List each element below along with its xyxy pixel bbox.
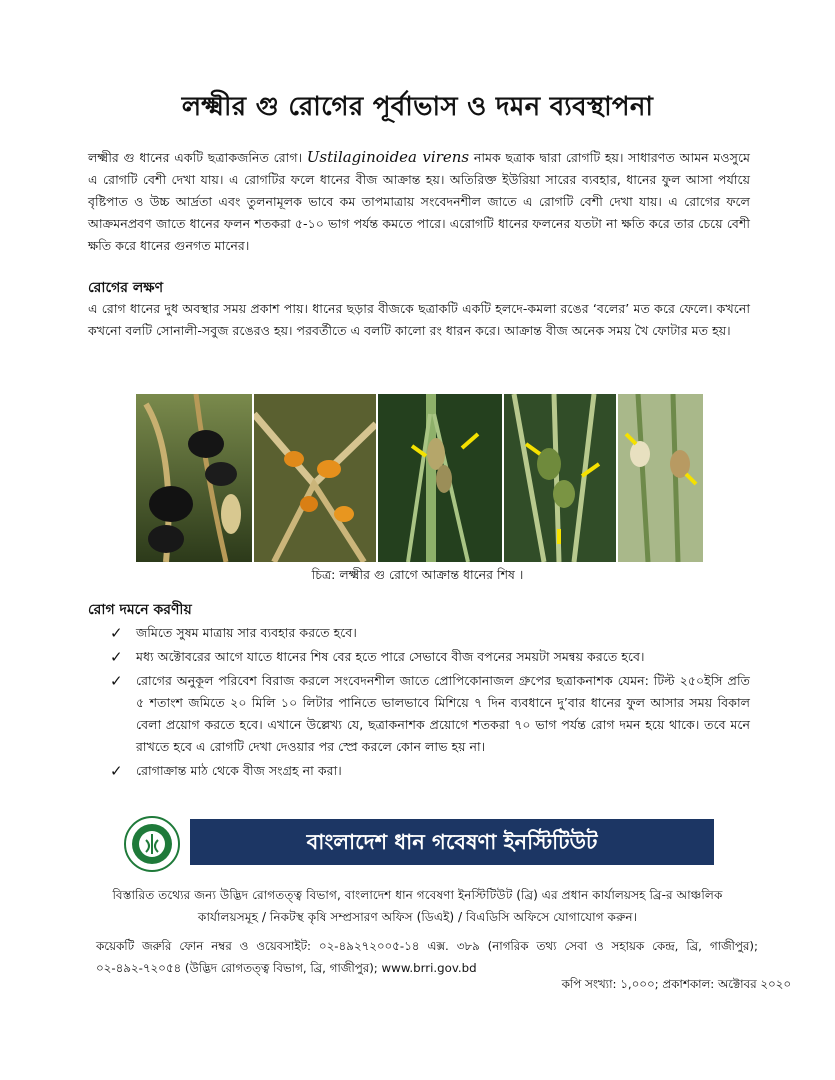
intro-text-rest: নামক ছত্রাক দ্বারা রোগটি হয়। সাধারণত আমন মওসুমে এ রোগটি বেশী দেখা যায়। এ রোগটির ফলে ধানের বীজ আক্রান্ত হয়। অতিরিক্ত ইউরিয়া সারের ব্যবহার, ধানের ফুল আসা পর্যায়ে বৃষ্টিপাত ও উচ্চ আর্দ্রতা এবং তুলনামূলক ভাবে কম তাপমাত্রায় সংবেদনশীল জাতে এ রোগটি বেশী দেখা যায়। এ রোগের ফলে আক্রমনপ্রবণ জাতে ধানের ফলন শতকরা ৫-১০ ভাগ পর্যন্ত কমতে পারে। এরোগটি ধানের ফলনের যতটা না ক্ষতি করে তার চেয়ে বেশী ক্ষতি করে ধানের গুনগত মানের। (88, 150, 751, 253)
symptoms-paragraph: এ রোগ ধানের দুধ অবস্থার সময় প্রকাশ পায়। ধানের ছড়ার বীজকে ছত্রাকটি একটি হলদে-কমলা রঙের ‘বলের’ মত করে ফেলে। কখনো কখনো বলটি সোনালী-সবুজ রঙেরও হয়। পরবর্তীতে এ বলটি কালো রং ধারন করে। আক্রান্ত বীজ অনেক সময় খৈ ফোটার মত হয়। (88, 301, 750, 338)
checkmark-icon: ✓ (110, 648, 123, 666)
contact-info: বিস্তারিত তথ্যের জন্য উদ্ভিদ রোগতত্ত্ব বিভাগ, বাংলাদেশ ধান গবেষণা ইনস্টিটিউট (ব্রি) এর প্রধান কার্যালয়সহ ব্রি-র আঞ্চলিক কার্যালয়সমূহ / নিকটস্থ কৃষি সম্প্রসারণ অফিস (ডিএই) / বিএডিসি অফিসে যোগাযোগ করুন। (112, 888, 723, 924)
symptoms-heading: রোগের লক্ষণ (88, 280, 164, 296)
list-item: ✓ মধ্য অক্টোবরের আগে যাতে ধানের শিষ বের হতে পারে সেভাবে বীজ বপনের সময়টা সমন্বয় করতে হবে। (110, 648, 645, 666)
brri-logo (124, 816, 180, 872)
checkmark-icon: ✓ (110, 624, 123, 642)
control-checklist (110, 622, 750, 784)
photo-early-infection (378, 394, 502, 562)
list-item: ✓ রোগাক্রান্ত মাঠ থেকে বীজ সংগ্রহ না করা। (110, 762, 342, 780)
photo-green-smut (504, 394, 616, 562)
phone-numbers: কয়েকটি জরুরি ফোন নম্বর ও ওয়েবসাইট: ০২-৪৯২৭২০০৫-১৪ এক্স. ৩৮৯ (নাগরিক তথ্য সেবা ও সহায়ক কেন্দ্র, ব্রি, গাজীপুর); ০২-৪৯২-৭২০৫৪ (উদ্ভিদ রোগতত্ত্ব বিভাগ, ব্রি, গাজীপুর); www.brri.gov.bd (96, 939, 758, 975)
intro-text-start: লক্ষ্মীর গু ধানের একটি ছত্রাকজনিত রোগ। (88, 150, 303, 165)
page-title: লক্ষ্মীর গু রোগের পূর্বাভাস ও দমন ব্যবস্থাপনা (181, 92, 654, 122)
photo-black-smut-balls (136, 394, 252, 562)
species-name: Ustilaginoidea virens (306, 148, 470, 166)
photo-infected-grains (618, 394, 703, 562)
checkmark-icon: ✓ (110, 762, 123, 780)
intro-paragraph (88, 146, 750, 257)
list-item: ✓ জমিতে সুষম মাত্রায় সার ব্যবহার করতে হবে। (110, 624, 357, 642)
control-heading: রোগ দমনে করণীয় (88, 602, 192, 618)
disease-photo-strip (136, 394, 703, 562)
photo-orange-smut-balls (254, 394, 376, 562)
list-item: ✓ রোগের অনুকূল পরিবেশ বিরাজ করলে সংবেদনশীল জাতে প্রোপিকোনাজল গ্রুপের ছত্রাকনাশক যেমন: টিল্ট ২৫০ইসি প্রতি ৫ শতাংশ জমিতে ২০ মিলি ১০ লিটার পানিতে ভালভাবে মিশিয়ে ৭ দিন ব্যবধানে দু’বার ধানের ফুল আসার সময় বিকাল বেলা প্রয়োগ করতে হবে। এখানে উল্লেখ্য যে, ছত্রাকনাশক প্রয়োগে শতকরা ৭০ ভাগ পর্যন্ত রোগ দমন হয়ে থাকে। তবে মনে রাখতে হবে এ রোগটি দেখা দেওয়ার পর স্প্রে করলে কোন লাভ হয় না। (110, 672, 750, 754)
checkmark-icon: ✓ (110, 672, 123, 690)
figure-caption: চিত্র: লক্ষ্মীর গু রোগে আক্রান্ত ধানের শিষ । (311, 567, 524, 582)
institute-banner: বাংলাদেশ ধান গবেষণা ইনস্টিটিউট (190, 819, 714, 865)
copies-info: কপি সংখ্যা: ১,০০০; প্রকাশকাল: অক্টোবর ২০২০ (561, 977, 791, 991)
